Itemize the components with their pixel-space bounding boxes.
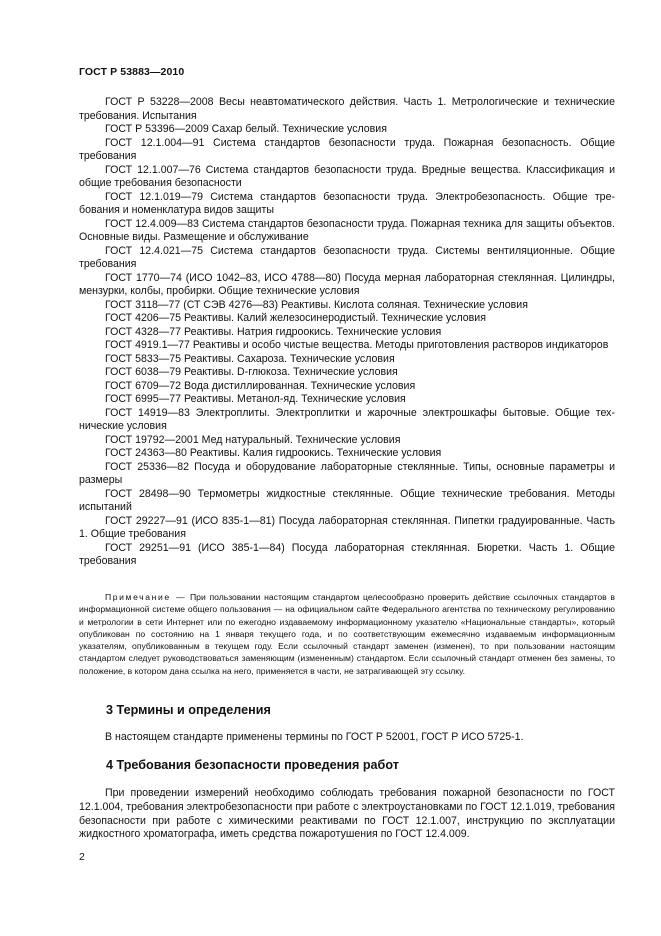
page-number: 2	[79, 851, 85, 863]
reference-item: ГОСТ 3118—77 (СТ СЭВ 4276—83) Реактивы. Кислота соляная. Технические условия	[105, 298, 528, 311]
reference-item: ГОСТ 12.1.019—79 Система стандартов безопасности труда. Электробезопасность. Общие требования и номенклатура видов защиты	[79, 190, 615, 216]
reference-item: ГОСТ 4919.1—77 Реактивы и особо чистые вещества. Методы приготовления растворов индикаторов	[105, 339, 609, 351]
section-4-title: 4 Требования безопасности проведения работ	[106, 758, 399, 772]
reference-item: ГОСТ 4328—77 Реактивы. Натрия гидроокись. Технические условия	[105, 325, 442, 338]
reference-item: ГОСТ 25336—82 Посуда и оборудование лабораторные стеклянные. Типы, основные параметры и размеры	[79, 460, 615, 486]
reference-item: ГОСТ 12.4.009—83 Система стандартов безопасности труда. Пожарная техника для защиты объектов. Основные виды. Размещение и обслуживание	[79, 217, 615, 243]
reference-item: ГОСТ 12.1.007—76 Система стандартов безопасности труда. Вредные вещества. Классификация и общие требования безопасности	[79, 163, 615, 189]
references-note	[79, 591, 615, 677]
document-header: ГОСТ Р 53883—2010	[79, 66, 185, 78]
section-4-text: При проведении измерений необходимо соблюдать требования пожарной безопасности по ГОСТ 12.1.004, требования электробезопасности при работе с электроустановками по ГОСТ 12.1.019, требования безопасности при работе с химическими реактивами по ГОСТ 12.1.007, инструкцию по эксплуатации жидкостного хроматографа, иметь средства пожаротушения по ГОСТ 12.4.009.	[79, 787, 615, 841]
note-label: Примечание —	[105, 592, 187, 602]
reference-item: ГОСТ 6995—77 Реактивы. Метанол-яд. Технические условия	[105, 393, 406, 405]
reference-item: ГОСТ 28498—90 Термометры жидкостные стеклянные. Общие технические требования. Методы испытаний	[79, 487, 615, 513]
reference-item: ГОСТ 4206—75 Реактивы. Калий железосинеродистый. Технические условия	[105, 312, 486, 324]
reference-item: ГОСТ 12.1.004—91 Система стандартов безопасности труда. Пожарная безопасность. Общие требования	[79, 136, 615, 162]
reference-item: ГОСТ 6709—72 Вода дистиллированная. Технические условия	[105, 379, 416, 392]
reference-item: ГОСТ 14919—83 Электроплиты. Электроплитки и жарочные электрошкафы бытовые. Общие технические условия	[79, 406, 615, 432]
reference-item: ГОСТ 1770—74 (ИСО 1042–83, ИСО 4788—80) Посуда мерная лабораторная стеклянная. Цилиндры, мензурки, колбы, пробирки. Общие технические условия	[79, 271, 615, 297]
reference-item: ГОСТ 29251—91 (ИСО 385-1—84) Посуда лабораторная стеклянная. Бюретки. Часть 1. Общие требования	[79, 541, 615, 567]
reference-item: ГОСТ 19792—2001 Мед натуральный. Технические условия	[105, 433, 401, 446]
section-3-text: В настоящем стандарте применены термины по ГОСТ Р 52001, ГОСТ Р ИСО 5725-1.	[105, 731, 524, 743]
reference-item: ГОСТ Р 53228—2008 Весы неавтоматического действия. Часть 1. Метрологические и технические требования. Испытания	[79, 96, 615, 122]
reference-item: ГОСТ 5833—75 Реактивы. Сахароза. Технические условия	[105, 352, 395, 365]
normative-references-list	[79, 96, 615, 569]
reference-item: ГОСТ 29227—91 (ИСО 835-1—81) Посуда лабораторная стеклянная. Пипетки градуированные. Часть 1. Общие требования	[79, 514, 615, 540]
reference-item: ГОСТ Р 53396—2009 Сахар белый. Технические условия	[105, 123, 387, 135]
reference-item: ГОСТ 24363—80 Реактивы. Калия гидроокись. Технические условия	[105, 447, 442, 459]
section-3-title: 3 Термины и определения	[106, 703, 271, 717]
note-text: При пользовании настоящим стандартом целесообразно проверить действие ссылочных стандартов в информационной системе общего пользования — на официальном сайте Федерального агентства по техническому регулированию и метрологии в сети Интернет или по ежегодно издаваемому информационному указателю «Национальные стандарты», который опубликован по состоянию на 1 января текущего года, и по соответствующим ежемесячно издаваемым информационным указателям, опубликованным в текущем году. Если ссылочный стандарт заменен (изменен), то при пользовании настоящим стандартом следует руководствоваться заменяющим (измененным) стандартом. Если ссылочный стандарт отменен без замены, то положение, в котором дана ссылка на него, применяется в части, не затрагивающей эту ссылку.	[79, 592, 615, 676]
reference-item: ГОСТ 6038—79 Реактивы. D-глюкоза. Технические условия	[105, 366, 398, 378]
reference-item: ГОСТ 12.4.021—75 Система стандартов безопасности труда. Системы вентиляционные. Общие требования	[79, 244, 615, 270]
